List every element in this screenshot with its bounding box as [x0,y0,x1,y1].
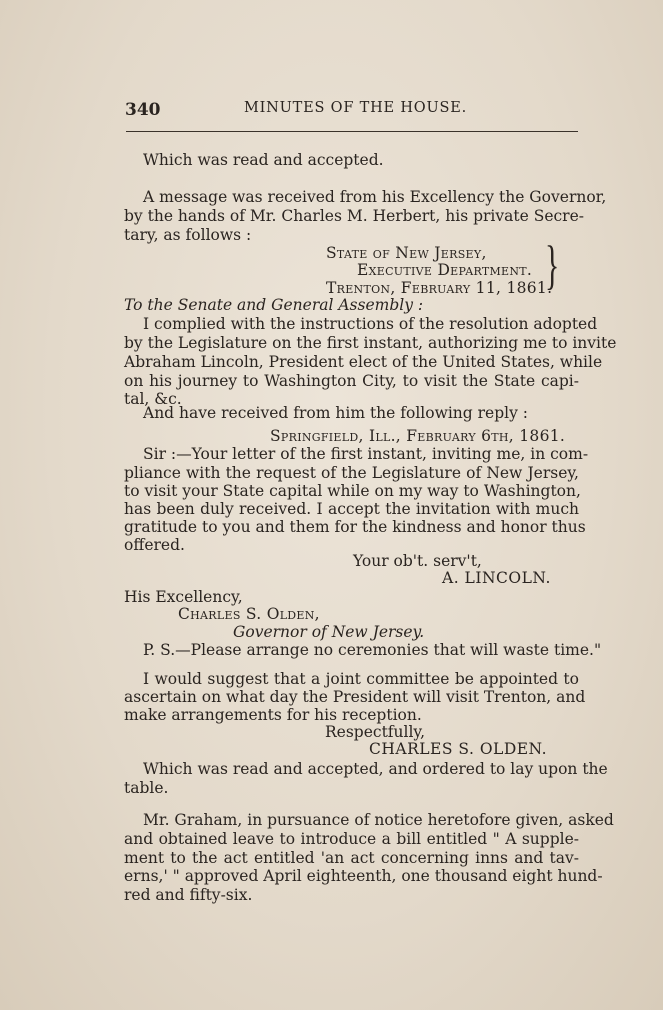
addressee-title: Governor of New Jersey. [233,623,425,641]
running-title: MINUTES OF THE HOUSE. [244,100,468,116]
signature-lincoln: A. LINCOLN. [442,569,551,587]
text-line: make arrangements for his reception. [124,706,422,724]
text-line: And have received from him the following reply : [143,404,528,422]
text-line: Sir :—Your letter of the first instant, inviting me, in com- [143,445,589,463]
text-line: table. [124,779,169,797]
text-line: ment to the act entitled 'an act concerning inns and tav- [124,849,579,867]
text-line: Abraham Lincoln, President elect of the United States, while [124,353,603,371]
text-line: by the hands of Mr. Charles M. Herbert, his private Secre- [124,207,584,225]
text-line: and obtained leave to introduce a bill entitled " A supple- [124,830,579,848]
text-line: pliance with the request of the Legislature of New Jersey, [124,464,579,482]
text-line: on his journey to Washington City, to visit the State capi- [124,372,579,390]
letter-dateline: Springfield, Ill., February 6th, 1861. [270,427,566,445]
postscript: P. S.—Please arrange no ceremonies that will waste time." [143,641,602,659]
text-line: by the Legislature on the first instant, authorizing me to invite [124,334,617,352]
text-line: Mr. Graham, in pursuance of notice heretofore given, asked [143,811,614,829]
text-line: tary, as follows : [124,226,252,244]
text-line: has been duly received. I accept the invitation with much [124,500,579,518]
addressee-name: Charles S. Olden, [178,605,320,623]
text-line: erns,' " approved April eighteenth, one thousand eight hund- [124,867,603,885]
text-line: ascertain on what day the President will visit Trenton, and [124,688,586,706]
text-line: Which was read and accepted, and ordered to lay upon the [143,760,608,778]
dateline-department: Executive Department. [357,261,533,279]
header-rule [126,131,578,132]
salutation: To the Senate and General Assembly : [124,296,424,314]
text-line: gratitude to you and them for the kindness and honor thus [124,518,586,536]
text-line: Which was read and accepted. [143,151,384,169]
brace-glyph: } [545,235,560,295]
closing: Respectfully, [325,723,426,741]
text-line: I complied with the instructions of the resolution adopted [143,315,598,333]
dateline-state: State of New Jersey, [326,244,487,262]
text-line: offered. [124,536,185,554]
addressee: His Excellency, [124,588,243,606]
dateline-date: Trenton, February 11, 1861. [326,279,553,297]
closing: Your ob't. serv't, [353,552,482,570]
page-number: 340 [125,100,161,120]
text-line: to visit your State capital while on my way to Washington, [124,482,581,500]
text-line: tal, &c. [124,390,182,408]
text-line: A message was received from his Excellency the Governor, [143,188,607,206]
signature-olden: CHARLES S. OLDEN. [369,740,548,758]
text-line: red and fifty-six. [124,886,253,904]
text-line: I would suggest that a joint committee be appointed to [143,670,579,688]
